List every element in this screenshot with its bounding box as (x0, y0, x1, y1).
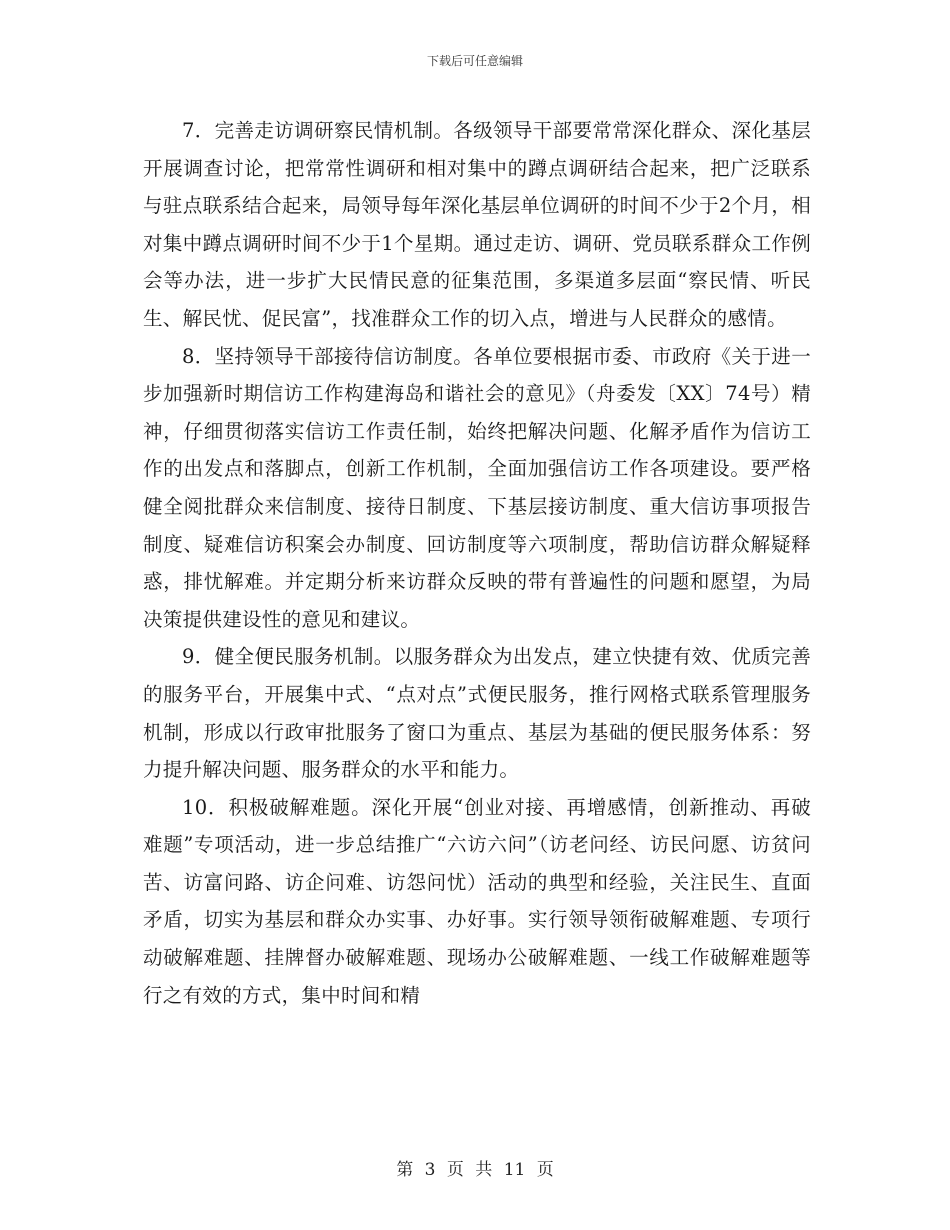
document-body (143, 112, 811, 1014)
paragraph-10: 10．积极破解难题。深化开展“创业对接、再增感情，创新推动、再破难题”专项活动，进一步总结推广“六访六问”（访老问经、访民问愿、访贫问苦、访富问路、访企问难、访怨问忧）活动的典型和经验，关注民生、直面矛盾，切实为基层和群众办实事、办好事。实行领导领衔破解难题、专项行动破解难题、挂牌督办破解难题、现场办公破解难题、一线工作破解难题等行之有效的方式，集中时间和精 (143, 795, 811, 1007)
paragraph-7: 7．完善走访调研察民情机制。各级领导干部要常常深化群众、深化基层开展调查讨论，把常常性调研和相对集中的蹲点调研结合起来，把广泛联系与驻点联系结合起来，局领导每年深化基层单位调研的时间不少于2个月，相对集中蹲点调研时间不少于1个星期。通过走访、调研、党员联系群众工作例会等办法，进一步扩大民情民意的征集范围，多渠道多层面“察民情、听民生、解民忧、促民富”，找准群众工作的切入点，增进与人民群众的感情。 (143, 119, 811, 330)
page-header: 下载后可任意编辑 (426, 54, 523, 68)
page-number-footer: 第 3 页 共 11 页 (396, 1160, 554, 1180)
paragraph-9: 9．健全便民服务机制。以服务群众为出发点，建立快捷有效、优质完善的服务平台，开展集中式、“点对点”式便民服务，推行网格式联系管理服务机制，形成以行政审批服务了窗口为重点、基层为基础的便民服务体系：努力提升解决问题、服务群众的水平和能力。 (143, 645, 811, 782)
paragraph-8: 8．坚持领导干部接待信访制度。各单位要根据市委、市政府《关于进一步加强新时期信访工作构建海岛和谐社会的意见》（舟委发〔XX〕74号）精神，仔细贯彻落实信访工作责任制，始终把解决问题、化解矛盾作为信访工作的出发点和落脚点，创新工作机制，全面加强信访工作各项建设。要严格健全阅批群众来信制度、接待日制度、下基层接访制度、重大信访事项报告制度、疑难信访积案会办制度、回访制度等六项制度，帮助信访群众解疑释惑，排忧解难。并定期分析来访群众反映的带有普遍性的问题和愿望，为局决策提供建设性的意见和建议。 (143, 344, 811, 631)
